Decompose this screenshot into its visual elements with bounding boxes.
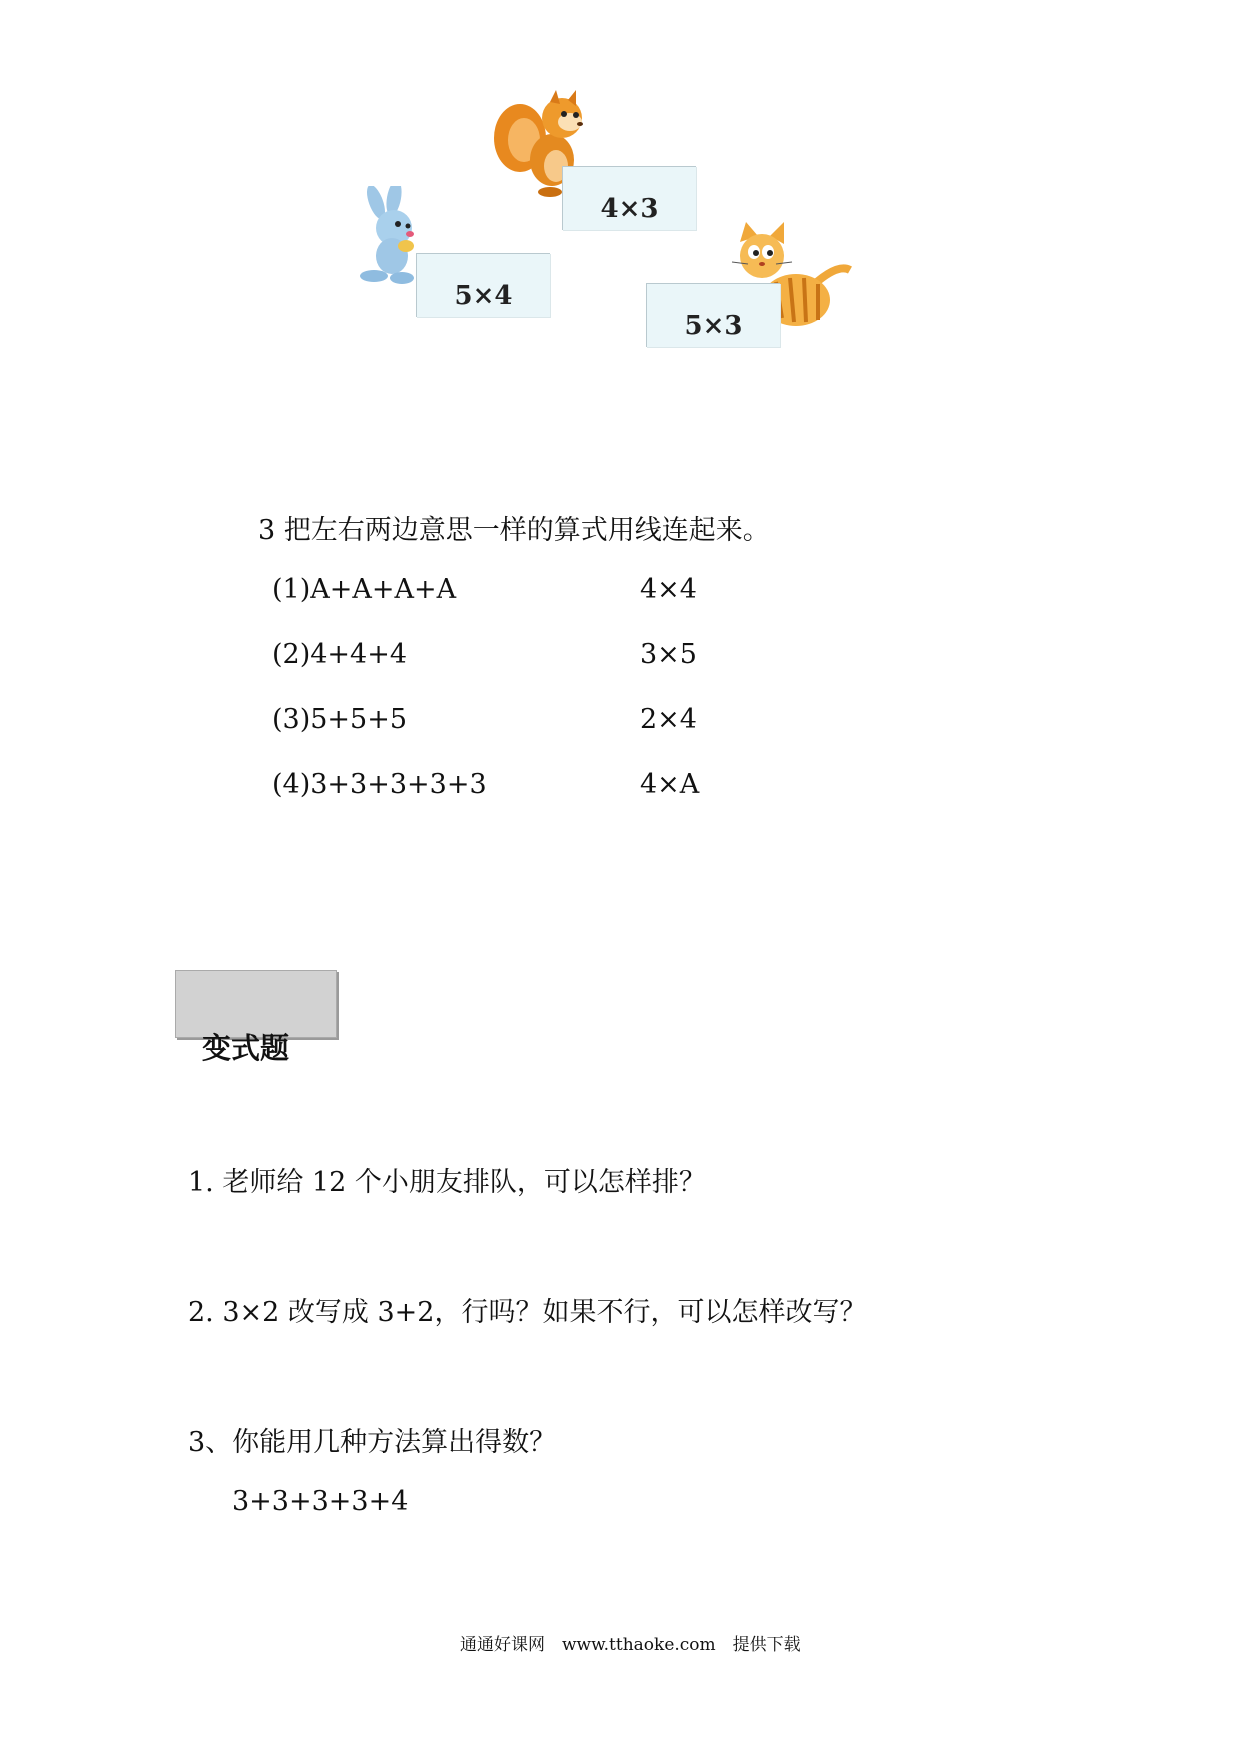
left-expression-4: (4)3+3+3+3+3	[272, 769, 487, 800]
rabbit-card: 5×4	[416, 253, 550, 317]
right-expression-4: 4×A	[640, 769, 700, 800]
variant-heading: 变式题	[202, 1031, 290, 1065]
right-expression-2: 3×5	[640, 639, 697, 670]
footer-credit: 通通好课网 www.tthaoke.com 提供下载	[460, 1635, 801, 1655]
right-expression-1: 4×4	[640, 574, 697, 605]
variant-question-2: 2. 3×2 改写成 3+2，行吗？如果不行，可以怎样改写？	[188, 1297, 867, 1328]
cat-card: 5×3	[646, 283, 780, 347]
variant-question-3: 3、你能用几种方法算出得数？	[188, 1427, 557, 1458]
question-3-title: 3 把左右两边意思一样的算式用线连起来。	[258, 515, 770, 546]
variant-question-1: 1. 老师给 12 个小朋友排队，可以怎样排？	[188, 1167, 706, 1198]
squirrel-card: 4×3	[562, 166, 696, 230]
right-expression-3: 2×4	[640, 704, 697, 735]
left-expression-2: (2)4+4+4	[272, 639, 408, 670]
left-expression-3: (3)5+5+5	[272, 704, 408, 735]
left-expression-1: (1)A+A+A+A	[272, 574, 457, 605]
variant-question-3-expression: 3+3+3+3+4	[232, 1486, 409, 1517]
